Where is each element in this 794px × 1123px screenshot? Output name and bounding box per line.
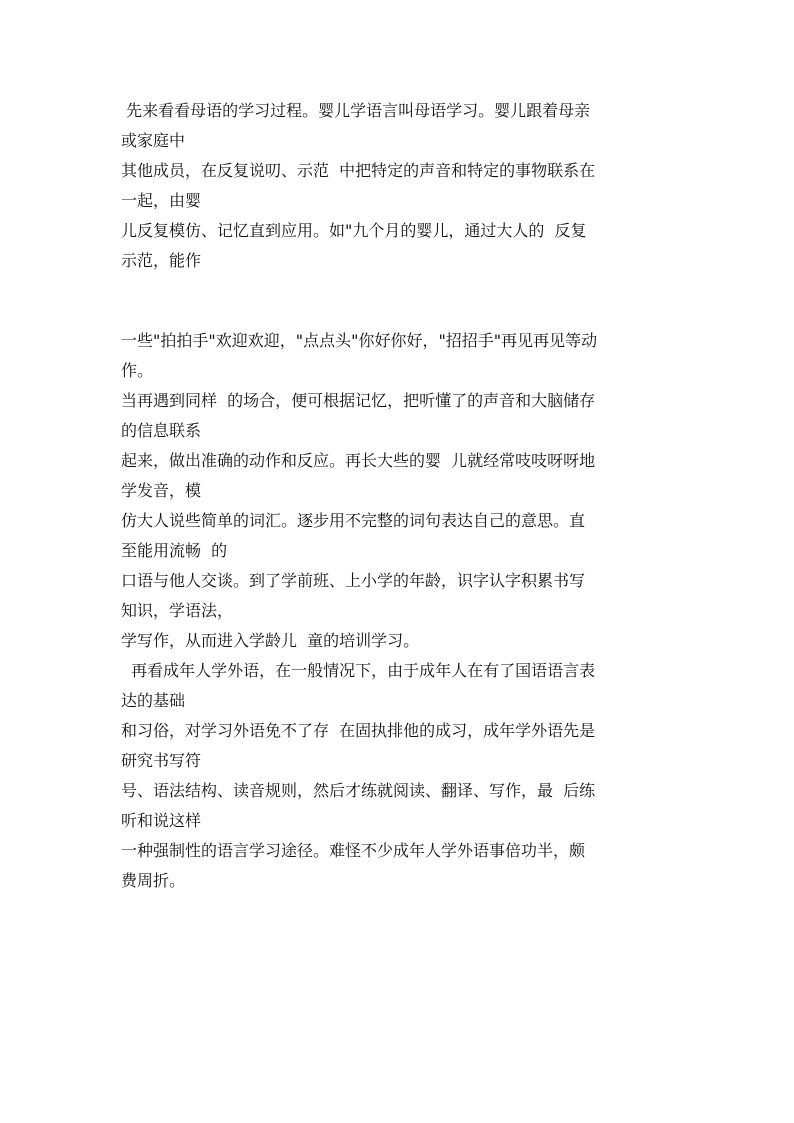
text-line: 儿反复模仿、记忆直到应用。如"九个月的婴儿，通过大人的 反复 bbox=[121, 221, 587, 240]
text-line: 口语与他人交谈。到了学前班、上小学的年龄，识字认字积累书写 bbox=[121, 571, 586, 590]
text-line: 作。 bbox=[121, 361, 154, 380]
text-line: 其他成员，在反复说叨、示范 中把特定的声音和特定的事物联系在 bbox=[121, 161, 596, 180]
text-line: 起来，做出准确的动作和反应。再长大些的婴 儿就经常吱吱呀呀地 bbox=[121, 451, 596, 470]
text-line: 研究书写符 bbox=[121, 751, 202, 770]
text-line: 或家庭中 bbox=[121, 131, 186, 150]
text-line: 一些"拍拍手"欢迎欢迎，"点点头"你好你好，"招招手"再见再见等动 bbox=[121, 331, 598, 350]
text-line: 学写作，从而进入学龄儿 童的培训学习。 bbox=[121, 631, 420, 650]
text-line: 至能用流畅 的 bbox=[121, 541, 228, 560]
text-line: 示范，能作 bbox=[121, 251, 202, 270]
text-line: 当再遇到同样 的场合，便可根据记忆，把听懂了的声音和大脑储存 bbox=[121, 391, 596, 410]
text-line: 听和说这样 bbox=[121, 811, 202, 830]
text-line: 再看成年人学外语，在一般情况下，由于成年人在有了国语语言表 bbox=[121, 661, 596, 680]
text-line: 先来看看母语的学习过程。婴儿学语言叫母语学习。婴儿跟着母亲 bbox=[121, 101, 591, 120]
text-line: 达的基础 bbox=[121, 691, 186, 710]
text-line: 一种强制性的语言学习途径。难怪不少成年人学外语事倍功半，颇 bbox=[121, 841, 586, 860]
document-body bbox=[121, 96, 681, 896]
text-line: 学发音，模 bbox=[121, 481, 202, 500]
text-line: 仿大人说些简单的词汇。逐步用不完整的词句表达自己的意思。直 bbox=[121, 511, 586, 530]
paragraph-gap bbox=[121, 276, 681, 326]
text-line: 一起，由婴 bbox=[121, 191, 202, 210]
text-line: 和习俗，对学习外语免不了存 在固执排他的成习，成年学外语先是 bbox=[121, 721, 596, 740]
text-line: 知识，学语法， bbox=[121, 601, 234, 620]
text-line: 费周折。 bbox=[121, 871, 186, 890]
text-line: 号、语法结构、读音规则，然后才练就阅读、翻译、写作，最 后练 bbox=[121, 781, 596, 800]
text-line: 的信息联系 bbox=[121, 421, 202, 440]
